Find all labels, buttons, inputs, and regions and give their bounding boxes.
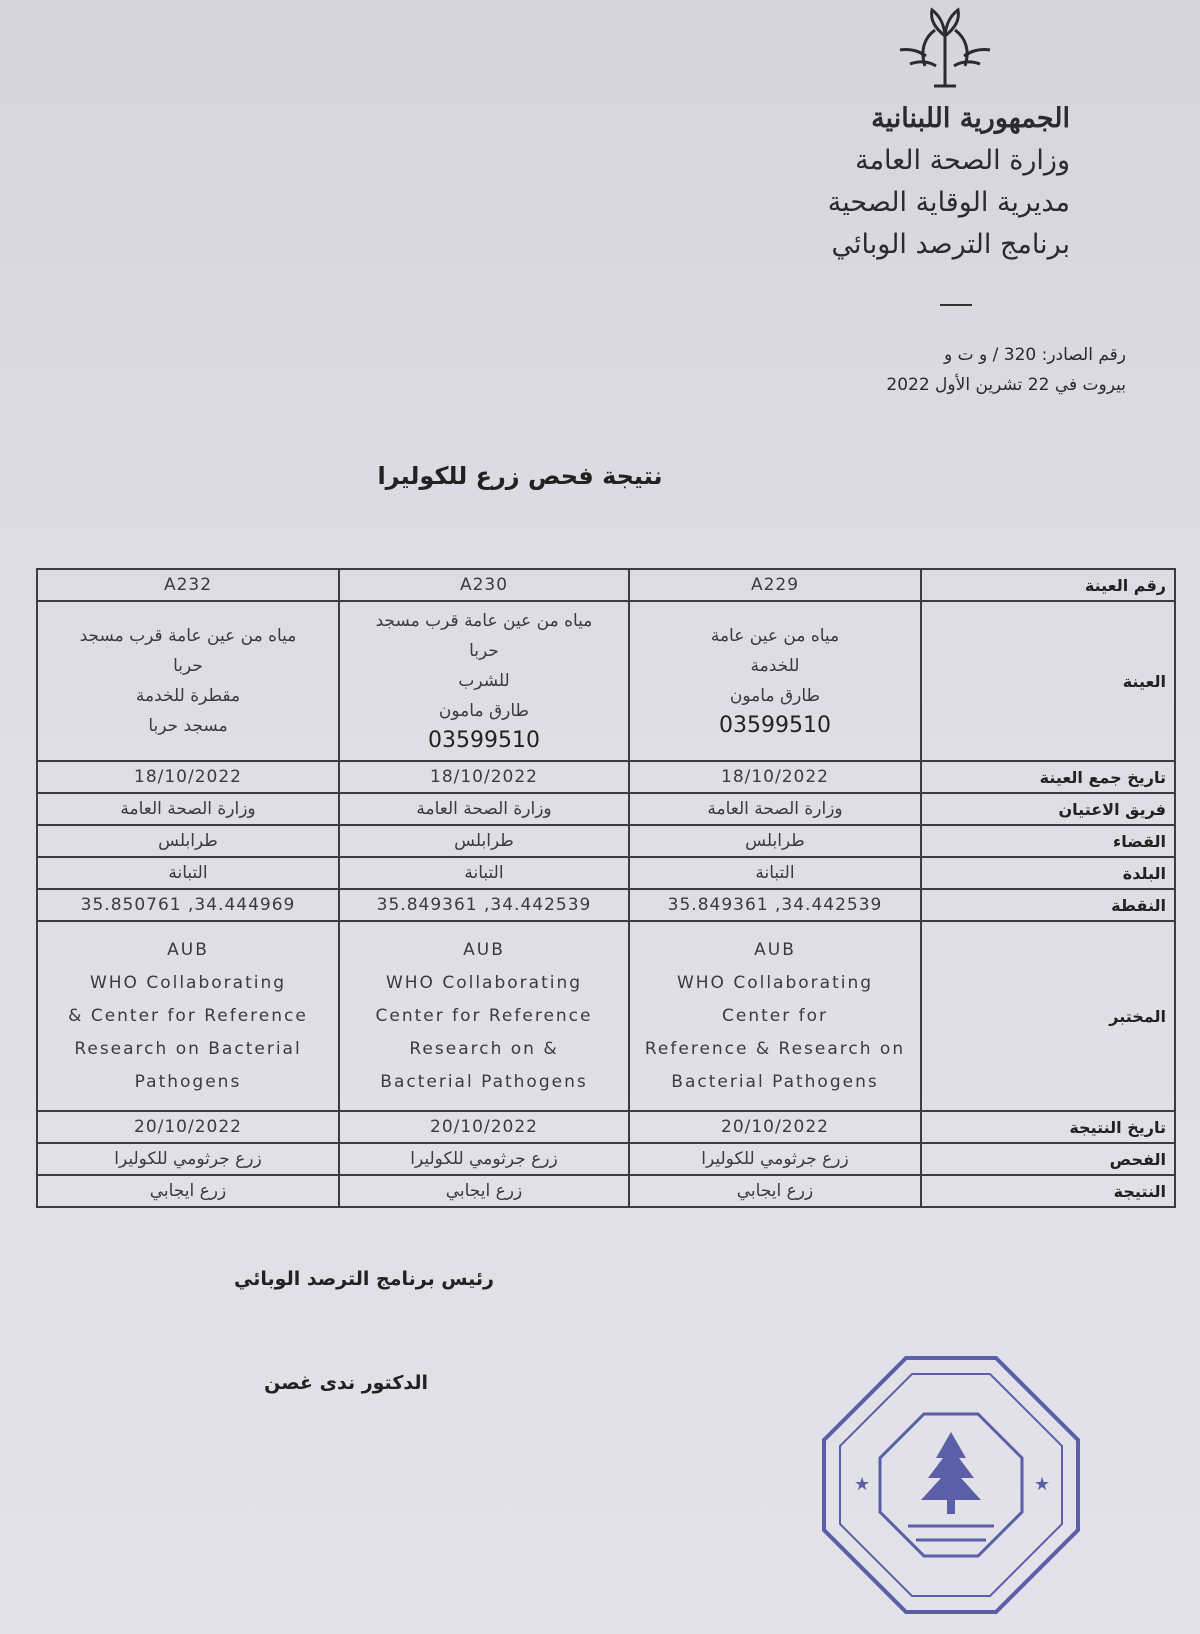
coordinates-cell: 34.444969, 35.850761 bbox=[37, 889, 339, 921]
sample-description-cell: مياه من عين عامة للخدمة طارق مامون 03599510 bbox=[629, 601, 921, 761]
row-label: الفحص bbox=[921, 1143, 1175, 1175]
results-table bbox=[36, 568, 1176, 1208]
signatory-name: الدكتور ندى غصن bbox=[264, 1372, 428, 1394]
town-cell: التبانة bbox=[339, 857, 629, 889]
svg-text:★: ★ bbox=[1034, 1474, 1051, 1495]
collection-date-cell: 18/10/2022 bbox=[339, 761, 629, 793]
sample-id-cell: A230 bbox=[339, 569, 629, 601]
test-cell: زرع جرثومي للكوليرا bbox=[629, 1143, 921, 1175]
table-row bbox=[37, 921, 1175, 1111]
sample-description-cell: مياه من عين عامة قرب مسجد حربا مقطرة للخدمة مسجد حربا bbox=[37, 601, 339, 761]
laboratory-cell: AUB WHO Collaborating Center for Reference & Research on Bacterial Pathogens bbox=[339, 921, 629, 1111]
district-cell: طرابلس bbox=[37, 825, 339, 857]
result-cell: زرع ايجابي bbox=[629, 1175, 921, 1207]
table-row bbox=[37, 825, 1175, 857]
table-row bbox=[37, 793, 1175, 825]
town-cell: التبانة bbox=[629, 857, 921, 889]
row-label: النقطة bbox=[921, 889, 1175, 921]
separator-dash bbox=[940, 304, 972, 306]
laboratory-cell: AUB WHO Collaborating Center for Reference & Research on Bacterial Pathogens bbox=[629, 921, 921, 1111]
issuer-header bbox=[650, 98, 1070, 266]
row-label: البلدة bbox=[921, 857, 1175, 889]
sample-id-cell: A232 bbox=[37, 569, 339, 601]
collection-date-cell: 18/10/2022 bbox=[629, 761, 921, 793]
result-date-cell: 20/10/2022 bbox=[629, 1111, 921, 1143]
table-row bbox=[37, 761, 1175, 793]
coordinates-cell: 34.442539, 35.849361 bbox=[339, 889, 629, 921]
test-cell: زرع جرثومي للكوليرا bbox=[37, 1143, 339, 1175]
town-cell: التبانة bbox=[37, 857, 339, 889]
reference-number: رقم الصادر: 320 / و ت و bbox=[943, 345, 1126, 365]
team-cell: وزارة الصحة العامة bbox=[339, 793, 629, 825]
district-cell: طرابلس bbox=[629, 825, 921, 857]
coordinates-cell: 34.442539, 35.849361 bbox=[629, 889, 921, 921]
table-row bbox=[37, 601, 1175, 761]
row-label: تاريخ النتيجة bbox=[921, 1111, 1175, 1143]
table-row bbox=[37, 1111, 1175, 1143]
district-cell: طرابلس bbox=[339, 825, 629, 857]
laboratory-cell: AUB WHO Collaborating Center for Reference & Research on Bacterial Pathogens bbox=[37, 921, 339, 1111]
team-cell: وزارة الصحة العامة bbox=[37, 793, 339, 825]
result-date-cell: 20/10/2022 bbox=[339, 1111, 629, 1143]
row-label: القضاء bbox=[921, 825, 1175, 857]
svg-text:★: ★ bbox=[854, 1474, 871, 1495]
row-label: النتيجة bbox=[921, 1175, 1175, 1207]
program-name: برنامج الترصد الوبائي bbox=[831, 229, 1070, 260]
table-row bbox=[37, 889, 1175, 921]
table-row bbox=[37, 1143, 1175, 1175]
directorate-name: مديرية الوقاية الصحية bbox=[827, 187, 1070, 218]
official-stamp-icon bbox=[816, 1350, 1086, 1620]
result-cell: زرع ايجابي bbox=[339, 1175, 629, 1207]
row-label: فريق الاعتيان bbox=[921, 793, 1175, 825]
sample-id-cell: A229 bbox=[629, 569, 921, 601]
country-name: الجمهورية اللبنانية bbox=[871, 103, 1070, 134]
issue-date: بيروت في 22 تشرين الأول 2022 bbox=[886, 375, 1126, 395]
test-cell: زرع جرثومي للكوليرا bbox=[339, 1143, 629, 1175]
row-label: رقم العينة bbox=[921, 569, 1175, 601]
ministry-name: وزارة الصحة العامة bbox=[855, 145, 1070, 176]
table-row bbox=[37, 1175, 1175, 1207]
row-label: المختبر bbox=[921, 921, 1175, 1111]
row-label: تاريخ جمع العينة bbox=[921, 761, 1175, 793]
row-label: العينة bbox=[921, 601, 1175, 761]
table-row bbox=[37, 857, 1175, 889]
sample-description-cell: مياه من عين عامة قرب مسجد حربا للشرب طارق مامون 03599510 bbox=[339, 601, 629, 761]
signatory-title: رئيس برنامج الترصد الوبائي bbox=[234, 1268, 494, 1290]
result-date-cell: 20/10/2022 bbox=[37, 1111, 339, 1143]
reference-block bbox=[766, 340, 1126, 400]
lebanese-cedar-emblem-icon bbox=[890, 6, 1000, 92]
collection-date-cell: 18/10/2022 bbox=[37, 761, 339, 793]
team-cell: وزارة الصحة العامة bbox=[629, 793, 921, 825]
document-title: نتيجة فحص زرع للكوليرا bbox=[377, 462, 663, 490]
table-row bbox=[37, 569, 1175, 601]
result-cell: زرع ايجابي bbox=[37, 1175, 339, 1207]
